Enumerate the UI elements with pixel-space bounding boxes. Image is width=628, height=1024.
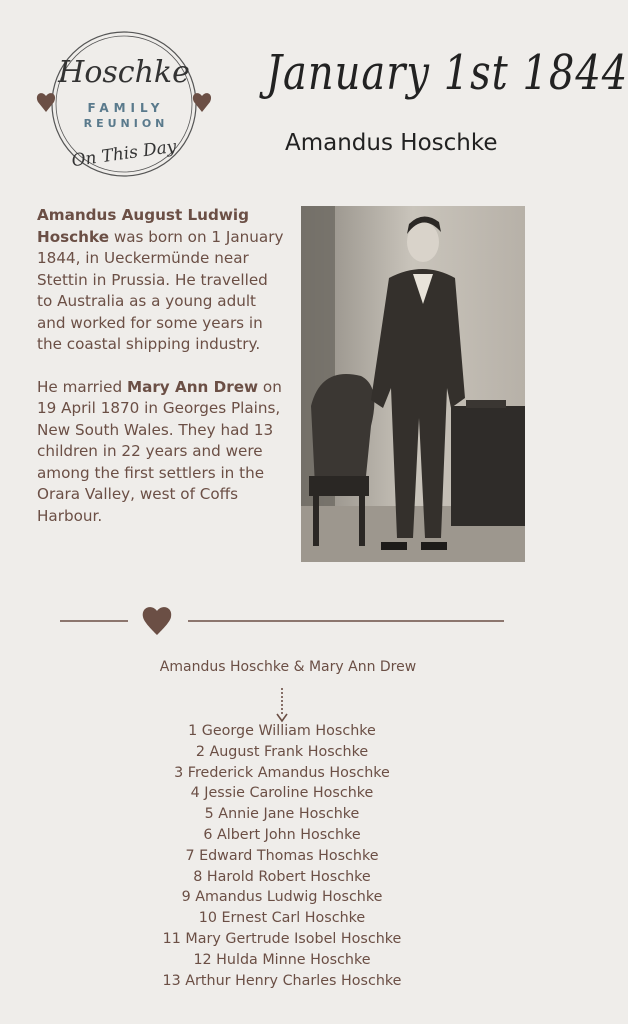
bio-marriage-text: on 19 April 1870 in Georges Plains, New South Wales. They had 13 children in 22 years and were among the first settlers in the Orara Valley, west of Coffs Harbour. xyxy=(37,377,282,525)
list-item: 2 August Frank Hoschke xyxy=(195,743,369,760)
page-date: January 1st 1844 xyxy=(266,46,628,102)
heart-divider xyxy=(60,605,504,637)
list-item: 10 Ernest Carl Hoschke xyxy=(198,910,366,927)
arrow-down-icon xyxy=(276,686,288,724)
list-item: 12 Hulda Minne Hoschke xyxy=(193,951,371,968)
portrait-photo xyxy=(301,206,525,562)
reunion-logo xyxy=(36,24,212,184)
bio-paragraph-1 xyxy=(37,205,287,356)
logo-reunion: REUNION xyxy=(83,117,169,130)
list-item: 9 Amandus Ludwig Hoschke xyxy=(181,889,383,906)
logo-tagline: On This Day xyxy=(70,136,178,172)
heart-icon xyxy=(143,607,171,635)
list-item: 8 Harold Robert Hoschke xyxy=(193,868,371,885)
biography xyxy=(37,205,287,548)
list-item: 13 Arthur Henry Charles Hoschke xyxy=(162,972,402,989)
list-item: 5 Annie Jane Hoschke xyxy=(204,806,360,823)
list-item: 6 Albert John Hoschke xyxy=(203,826,361,843)
page-title: Amandus Hoschke xyxy=(285,130,498,156)
bio-birth-text: was born on 1 January 1844, in Ueckermünde near Stettin in Prussia. He travelled to Australia as a young adult and worked for some years in the coastal shipping industry. xyxy=(37,227,284,353)
logo-family: FAMILY xyxy=(87,101,165,115)
children-list xyxy=(0,721,564,991)
list-item: 4 Jessie Caroline Hoschke xyxy=(190,785,374,802)
bio-paragraph-2 xyxy=(37,377,287,528)
list-item: 3 Frederick Amandus Hoschke xyxy=(174,764,390,781)
list-item: 11 Mary Gertrude Isobel Hoschke xyxy=(162,930,402,947)
list-item: 7 Edward Thomas Hoschke xyxy=(185,847,379,864)
logo-surname: Hoschke xyxy=(58,55,190,90)
list-item: 1 George William Hoschke xyxy=(188,723,376,739)
bio-spouse-name: Mary Ann Drew xyxy=(126,377,259,396)
bio-marriage-pre: He married xyxy=(37,377,127,396)
bio-full-name: Amandus August Ludwig Hoschke xyxy=(37,206,249,246)
couple-heading: Amandus Hoschke & Mary Ann Drew xyxy=(159,659,417,675)
